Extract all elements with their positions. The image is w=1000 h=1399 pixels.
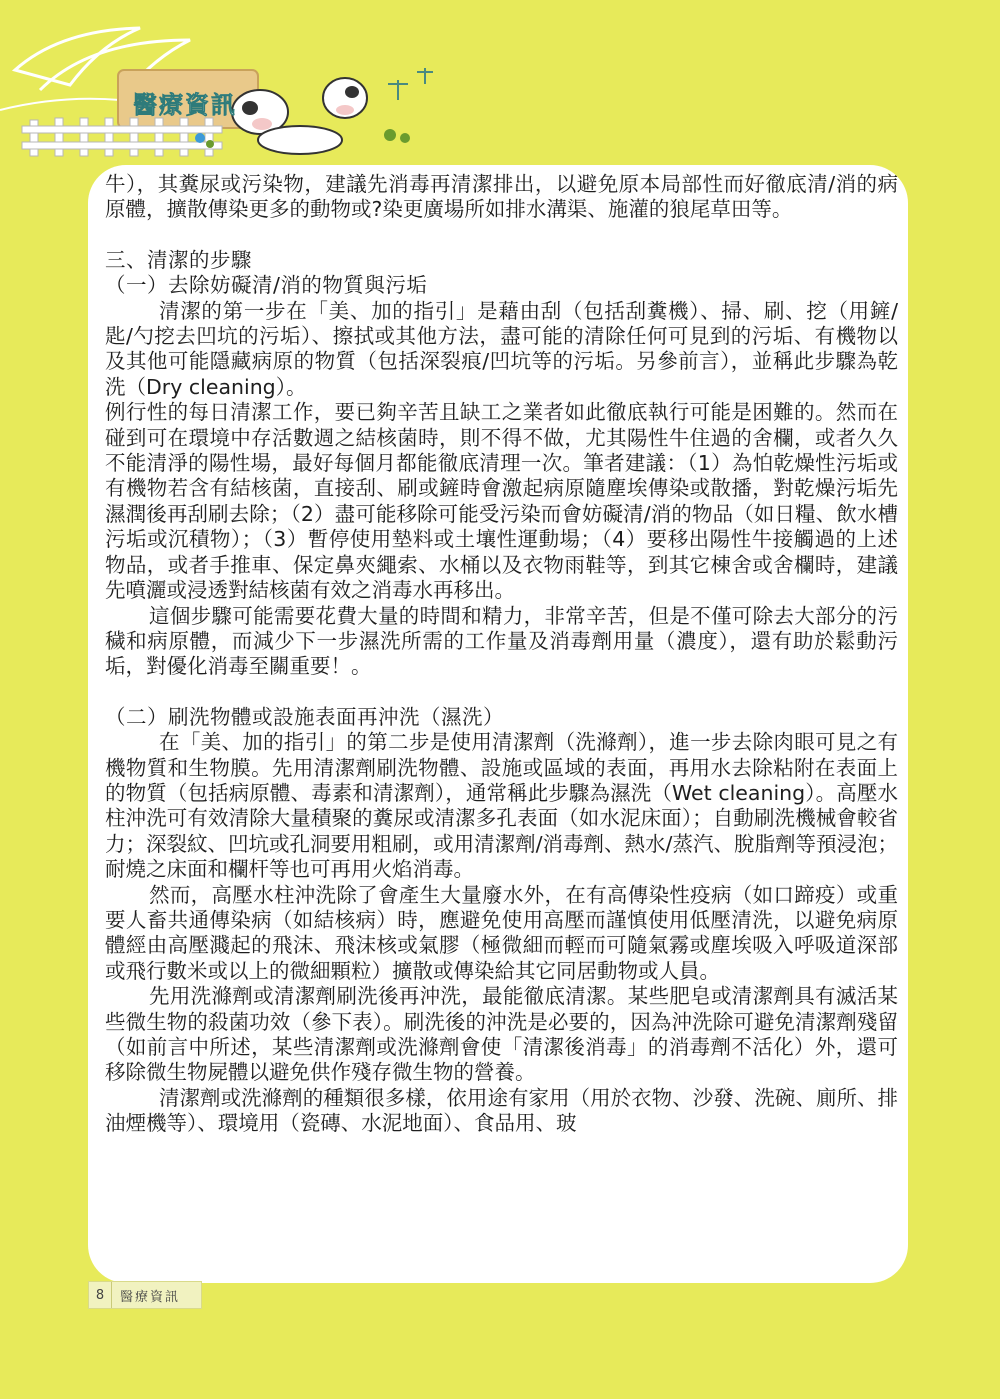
- subsection-heading: （一）去除妨礙清/消的物質與污垢: [105, 273, 428, 298]
- paragraph: 先用洗滌劑或清潔劑刷洗後再沖洗，最能徹底清潔。某些肥皂或清潔劑具有滅活某些微生物的殺菌功效（參下表）。刷洗後的沖洗是必要的，因為沖洗除可避免清潔劑殘留（如前言中所述，某些清潔劑或洗滌劑會使「清潔後消毒」的消毒劑不活化）外，還可移除微生物屍體以避免供作殘存微生物的營養。: [105, 984, 898, 1085]
- paragraph: 在「美、加的指引」的第二步是使用清潔劑（洗滌劑），進一步去除肉眼可見之有機物質和生物膜。先用清潔劑刷洗物體、設施或區域的表面，再用水去除粘附在表面上的物質（包括病原體、毒素和清潔劑），通常稱此步驟為濕洗（Wet cleaning）。高壓水柱沖洗可有效清除大量積聚的糞尿或清潔多孔表面（如水泥床面）；自動刷洗機械會較省力；深裂紋、凹坑或孔洞要用粗刷，或用清潔劑/消毒劑、熱水/蒸汽、脫脂劑等預浸泡；耐燒之床面和欄杆等也可再用火焰消毒。: [105, 730, 898, 882]
- page-footer: [88, 1281, 202, 1309]
- spacer: [105, 680, 898, 705]
- paragraph: 這個步驟可能需要花費大量的時間和精力，非常辛苦，但是不僅可除去大部分的污穢和病原體，而減少下一步濕洗所需的工作量及消毒劑用量（濃度），還有助於鬆動污垢，對優化消毒至關重要！。: [105, 603, 898, 679]
- paragraph: 清潔劑或洗滌劑的種類很多樣，依用途有家用（用於衣物、沙發、洗碗、廁所、排油煙機等）、環境用（瓷磚、水泥地面）、食品用、玻: [105, 1085, 898, 1136]
- page-number: 8: [89, 1282, 112, 1308]
- subsection-heading: （二）刷洗物體或設施表面再沖洗（濕洗）: [105, 704, 504, 729]
- article-body: [105, 172, 898, 1137]
- header-title: 醫療資訊: [133, 91, 237, 119]
- paragraph: 牛），其糞尿或污染物，建議先消毒再清潔排出，以避免原本局部性而好徹底清/消的病原體，擴散傳染更多的動物或?染更廣場所如排水溝渠、施灌的狼尾草田等。: [105, 172, 898, 222]
- section-heading: 三、清潔的步驟: [105, 247, 252, 272]
- footer-title: 醫療資訊: [120, 1289, 181, 1305]
- dragonfly-icon: [388, 68, 433, 100]
- paragraph: 清潔的第一步在「美、加的指引」是藉由刮（包括刮糞機）、掃、刷、挖（用鏟/匙/勺挖去凹坑的污垢）、擦拭或其他方法，盡可能的清除任何可見到的污垢、有機物以及其他可能隱藏病原的物質（包括深裂痕/凹坑等的污垢。另參前言），並稱此步驟為乾洗（Dry cleaning）。: [105, 298, 898, 399]
- paragraph: 然而，高壓水柱沖洗除了會產生大量廢水外，在有高傳染性疫病（如口蹄疫）或重要人畜共通傳染病（如結核病）時，應避免使用高壓而謹慎使用低壓清洗，以避免病原體經由高壓濺起的飛沫、飛沫核或氣膠（極微細而輕而可隨氣霧或塵埃吸入呼吸道深部或飛行數米或以上的微細顆粒）擴散或傳染給其它同居動物或人員。: [105, 882, 898, 983]
- paragraph: 例行性的每日清潔工作，要已夠辛苦且缺工之業者如此徹底執行可能是困難的。然而在碰到可在環境中存活數週之結核菌時，則不得不做，尤其陽性牛住過的舍欄，或者久久不能清淨的陽性場，最好每個月都能徹底清理一次。筆者建議：（1）為怕乾燥性污垢或有機物若含有結核菌，直接刮、刷或鏟時會激起病原隨塵埃傳染或散播，對乾燥污垢先濕潤後再刮刷去除；（2）盡可能移除可能受污染而會妨礙清/消的物品（如日糧、飲水槽污垢或沉積物）；（3）暫停使用墊料或土壤性運動場；（4）要移出陽性牛接觸過的上述物品，或者手推車、保定鼻夾繩索、水桶以及衣物雨鞋等，到其它棟舍或舍欄時，建議先噴灑或浸透對結核菌有效之消毒水再移出。: [105, 400, 898, 603]
- spacer: [105, 223, 898, 248]
